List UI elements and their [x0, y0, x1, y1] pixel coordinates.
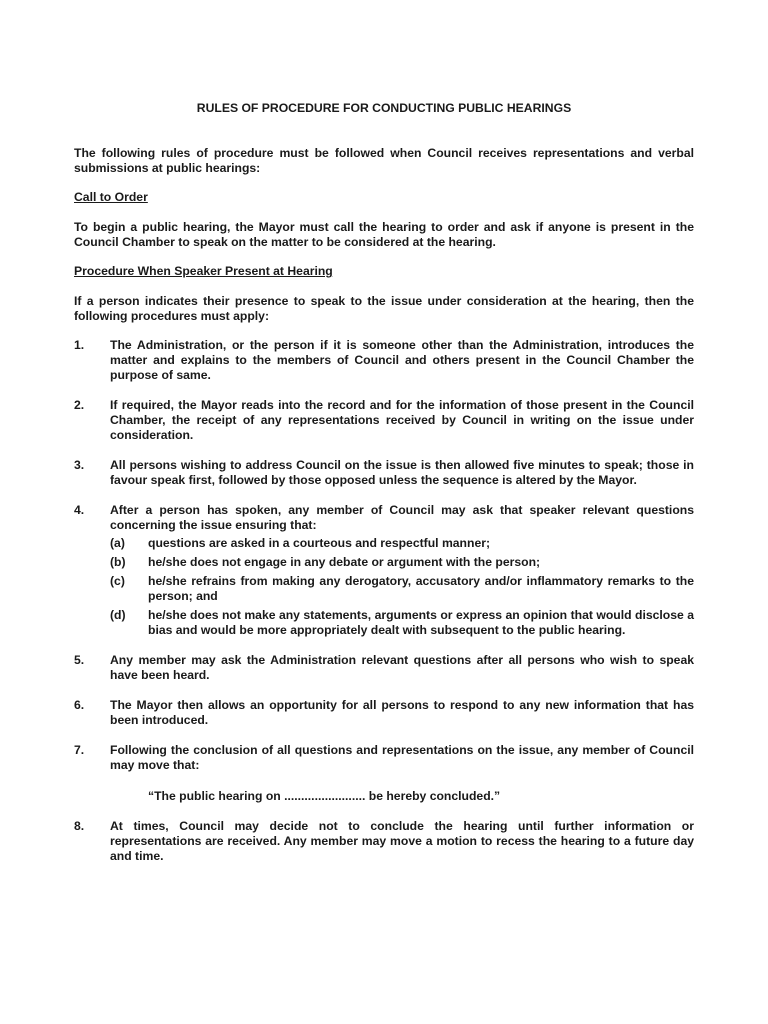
rule-text: Any member may ask the Administration relevant questions after all persons who wish to speak have been heard. [110, 653, 694, 682]
rule-text: At times, Council may decide not to conclude the hearing until further information or representations are received. Any member may move a motion to recess the hearing to a future day and time. [110, 819, 694, 863]
subitem-text: he/she does not engage in any debate or argument with the person; [148, 555, 541, 569]
subitem-letter: (d) [110, 608, 126, 622]
subitem-text: he/she does not make any statements, arguments or express an opinion that would disclose a bias and would be more appropriately dealt with subsequent to the public hearing. [148, 608, 694, 637]
call-to-order-paragraph: To begin a public hearing, the Mayor must call the hearing to order and ask if anyone is present in the Council Chamber to speak on the matter to be considered at the hearing. [74, 220, 694, 249]
subitem-text: he/she refrains from making any derogatory, accusatory and/or inflammatory remarks to the person; and [148, 574, 694, 603]
procedure-paragraph: If a person indicates their presence to speak to the issue under consideration at the hearing, then the following procedures must apply: [74, 294, 694, 323]
rule-number: 2. [74, 398, 85, 412]
document-title: RULES OF PROCEDURE FOR CONDUCTING PUBLIC HEARINGS [196, 101, 572, 115]
motion-quote: “The public hearing on ........................ be hereby concluded.” [148, 789, 501, 803]
rule-number: 5. [74, 653, 85, 667]
rule-number: 7. [74, 743, 85, 757]
subitem-letter: (b) [110, 555, 126, 569]
rule-item-2 [74, 398, 694, 443]
rule-number: 6. [74, 698, 85, 712]
rule-text: If required, the Mayor reads into the record and for the information of those present in the Council Chamber, the receipt of any representations received by Council in writing on the issue under consideration. [110, 398, 694, 442]
subitem-d [110, 608, 694, 638]
rule-text: The Administration, or the person if it is someone other than the Administration, introduces the matter and explains to the members of Council and others present in the Council Chamber the purpose of same. [110, 338, 694, 382]
rule-number: 1. [74, 338, 85, 352]
rule-body [110, 503, 694, 638]
rule-number: 3. [74, 458, 85, 472]
rule-text: After a person has spoken, any member of Council may ask that speaker relevant questions concerning the issue ensuring that: [110, 503, 694, 532]
subitem-b [110, 555, 694, 570]
rule-number: 8. [74, 819, 85, 833]
rule-item-4 [74, 503, 694, 638]
rule-text: Following the conclusion of all questions and representations on the issue, any member of Council may move that: [110, 743, 694, 772]
subitem-letter: (a) [110, 536, 125, 550]
rule-item-8 [74, 819, 694, 864]
rule-text: All persons wishing to address Council on the issue is then allowed five minutes to speak; those in favour speak first, followed by those opposed unless the sequence is altered by the Mayor. [110, 458, 694, 487]
rule-number: 4. [74, 503, 85, 517]
subitem-a [110, 536, 694, 551]
call-to-order-heading: Call to Order [74, 190, 148, 204]
intro-paragraph: The following rules of procedure must be followed when Council receives representations and verbal submissions at public hearings: [74, 146, 694, 175]
rule-item-7 [74, 743, 694, 804]
subitem-c [110, 574, 694, 604]
document-page [74, 101, 694, 879]
subitem-text: questions are asked in a courteous and respectful manner; [148, 536, 491, 550]
rule-item-6 [74, 698, 694, 728]
rule-item-5 [74, 653, 694, 683]
rule-item-1 [74, 338, 694, 383]
rule-body [110, 743, 694, 804]
rule-item-3 [74, 458, 694, 488]
rule-text: The Mayor then allows an opportunity for all persons to respond to any new information that has been introduced. [110, 698, 694, 727]
subitem-letter: (c) [110, 574, 125, 588]
procedure-heading: Procedure When Speaker Present at Hearing [74, 264, 333, 278]
